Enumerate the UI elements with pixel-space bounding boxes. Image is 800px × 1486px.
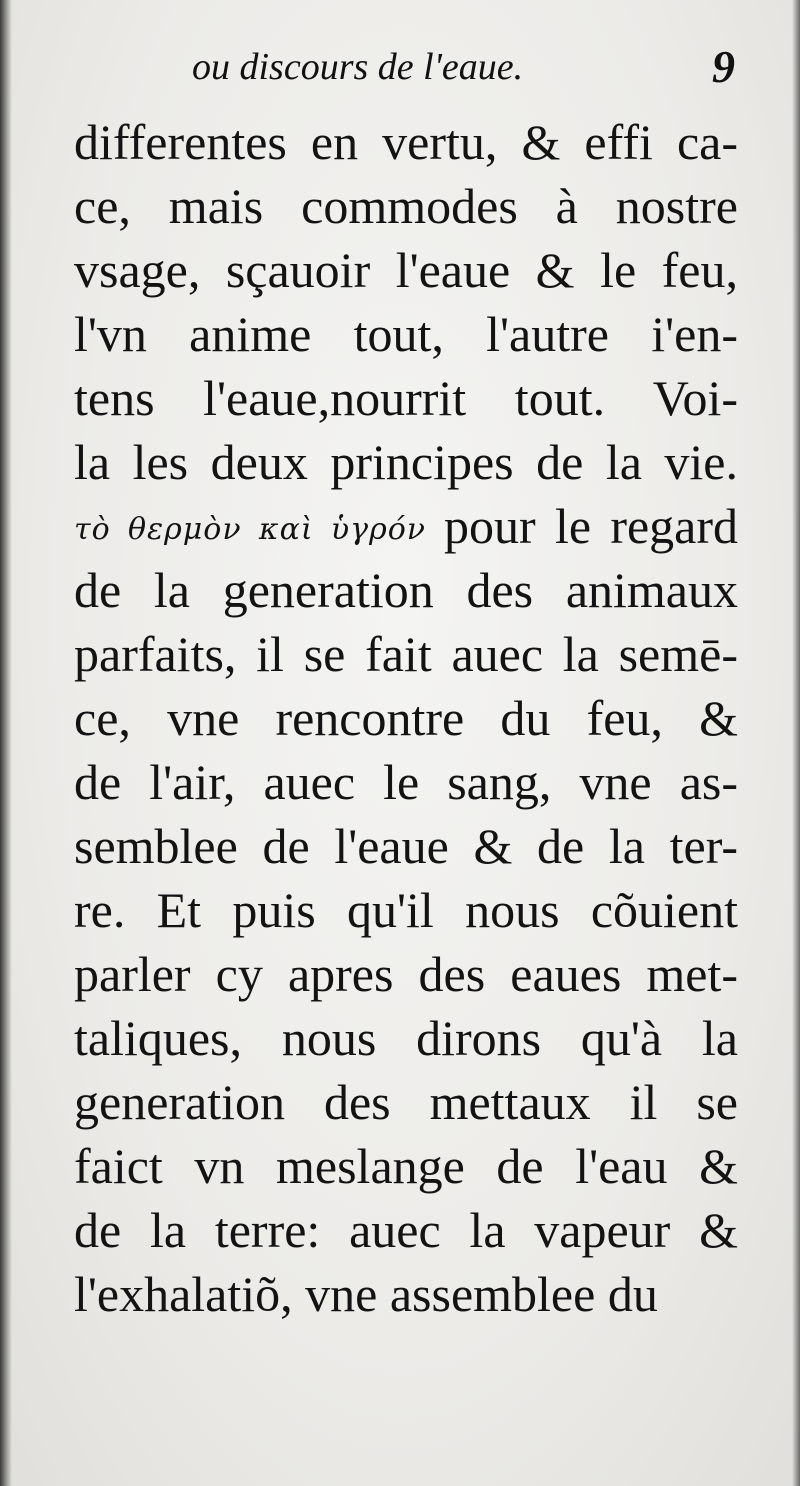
greek-phrase: τὸ θερμὸν καὶ ὑγρόν: [74, 512, 427, 547]
text-line: de la generation des animaux: [74, 562, 738, 618]
text-line: differentes en vertu, & effi ca-: [74, 114, 738, 170]
page-number: 9: [712, 41, 735, 92]
text-line: l'exhalatiõ, vne assemblee du: [74, 1266, 658, 1322]
text-line: l'vn anime tout, l'autre i'en-: [74, 306, 738, 362]
text-line: de la terre: auec la vapeur &: [74, 1202, 738, 1258]
text-line: semblee de l'eaue & de la ter-: [74, 818, 738, 874]
text-line: ce, vne rencontre du feu, &: [74, 690, 738, 746]
text-line: de l'air, auec le sang, vne as-: [74, 754, 738, 810]
text-line: parler cy apres des eaues met-: [74, 946, 738, 1002]
greek-line-continuation: pour le regard: [444, 498, 739, 554]
page-edge-shadow: [792, 0, 800, 1486]
text-line: ce, mais commodes à nostre: [74, 178, 738, 234]
text-line: tens l'eaue,nourrit tout. Voi-: [74, 370, 738, 426]
text-line: vsage, sçauoir l'eaue & le feu,: [74, 242, 738, 298]
text-line: re. Et puis qu'il nous cõuient: [74, 882, 738, 938]
text-line: generation des mettaux il se: [74, 1074, 738, 1130]
running-head: ou discours de l'eaue.: [192, 46, 524, 88]
page-gutter-shadow: [0, 0, 12, 1486]
text-line: la les deux principes de la vie.: [74, 434, 738, 490]
text-line: faict vn meslange de l'eau &: [74, 1138, 738, 1194]
text-line: taliques, nous dirons qu'à la: [74, 1010, 738, 1066]
body-text: [74, 110, 738, 1326]
greek-text-line: [74, 494, 738, 558]
text-line: parfaits, il se fait auec la semē-: [74, 626, 738, 682]
